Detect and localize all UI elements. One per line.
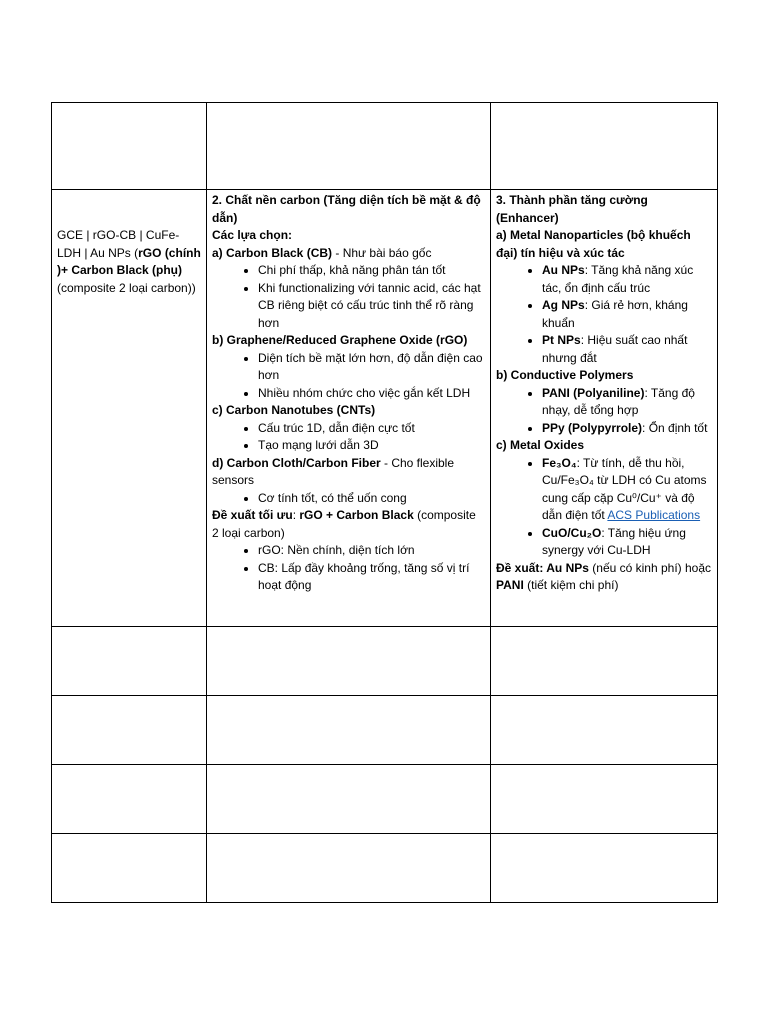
- empty-cell[interactable]: [207, 834, 491, 903]
- option-a-list: [496, 262, 712, 367]
- proposal: [212, 507, 485, 542]
- list-item: • CB: Lấp đầy khoảng trống, tăng số vị trí hoạt động: [258, 560, 485, 595]
- empty-cell[interactable]: [52, 834, 207, 903]
- empty-cell[interactable]: [491, 103, 718, 190]
- option-d-list: [212, 490, 485, 508]
- list-item: • Diện tích bề mặt lớn hơn, độ dẫn điện cao hơn: [258, 350, 485, 385]
- proposal-end: (tiết kiệm chi phí): [523, 578, 619, 592]
- list-item: [542, 525, 712, 560]
- option-b-list: [212, 350, 485, 403]
- list-item: [542, 297, 712, 332]
- item-bold: Au NPs: [542, 263, 585, 277]
- option-title: c) Carbon Nanotubes (CNTs): [212, 403, 376, 417]
- proposal-rest: (composite 2 loại carbon): [212, 508, 476, 540]
- config-prefix: GCE | rGO-CB | CuFe-LDH | Au NPs (: [57, 228, 180, 260]
- enhancer-cell[interactable]: [491, 190, 718, 627]
- section-heading: 2. Chất nền carbon (Tăng diện tích bề mặt & độ dẫn): [212, 193, 481, 225]
- item-bold: PPy (Polypyrrole): [542, 420, 643, 435]
- table-row: [52, 696, 718, 765]
- option-a: [212, 245, 485, 263]
- item-text: : Ổn định tốt: [642, 420, 708, 435]
- proposal-list: [212, 542, 485, 595]
- list-item: [542, 455, 712, 525]
- option-b-list: [496, 385, 712, 438]
- empty-cell[interactable]: [52, 627, 207, 696]
- option-desc: - Cho flexible sensors: [212, 455, 455, 487]
- proposal-bold: Au NPs: [546, 560, 589, 575]
- item-text: : Hiệu suất cao nhất nhưng đắt: [542, 333, 688, 365]
- table-row: [52, 834, 718, 903]
- proposal: [496, 560, 712, 595]
- list-item: • Khi functionalizing với tannic acid, các hạt CB riêng biệt có cấu trúc tinh thể rõ ràng hơn: [258, 280, 485, 333]
- item-text: : Từ tính, dễ thu hồi, Cu/Fe₃O₄ từ LDH có Cu atoms cung cấp cặp Cu⁰/Cu⁺ và độ dẫn điện tốt: [542, 455, 707, 522]
- item-text: : Tăng hiệu ứng synergy với Cu-LDH: [542, 525, 686, 557]
- empty-cell[interactable]: [207, 627, 491, 696]
- list-item: • Tạo mạng lưới dẫn 3D: [258, 437, 485, 455]
- empty-cell[interactable]: [491, 834, 718, 903]
- proposal-label: Đề xuất tối ưu: [212, 508, 293, 522]
- option-title: b) Conductive Polymers: [496, 368, 634, 382]
- empty-cell[interactable]: [491, 627, 718, 696]
- proposal-colon: :: [292, 508, 300, 522]
- option-d: [212, 455, 485, 490]
- option-title: a) Carbon Black (CB): [212, 245, 333, 260]
- empty-cell[interactable]: [491, 765, 718, 834]
- table-row: [52, 190, 718, 627]
- option-title: c) Metal Oxides: [496, 438, 585, 452]
- config-bold: rGO (chính )+ Carbon Black (phụ): [57, 245, 201, 277]
- item-bold: PANI (Polyaniline): [542, 385, 645, 400]
- item-bold: CuO/Cu₂O: [542, 525, 602, 540]
- list-item: • Nhiều nhóm chức cho việc gắn kết LDH: [258, 385, 485, 403]
- item-text: : Giá rẻ hơn, kháng khuẩn: [542, 298, 688, 330]
- options-label: Các lựa chọn:: [212, 228, 293, 242]
- list-item: [542, 332, 712, 367]
- item-text: : Tăng khả năng xúc tác, ổn định cấu trúc: [542, 263, 694, 295]
- proposal-bold: rGO + Carbon Black: [299, 508, 414, 522]
- option-desc: - Như bài báo gốc: [332, 245, 432, 260]
- proposal-label: Đề xuất: [496, 560, 540, 575]
- empty-cell[interactable]: [491, 696, 718, 765]
- table-row: [52, 627, 718, 696]
- empty-cell[interactable]: [207, 696, 491, 765]
- item-bold: Fe₃O₄: [542, 455, 577, 470]
- list-item: [542, 385, 712, 420]
- option-c-list: [212, 420, 485, 455]
- proposal-bold: PANI: [496, 578, 524, 592]
- item-bold: Ag NPs: [542, 298, 585, 312]
- item-text: : Tăng độ nhạy, dễ tổng hợp: [542, 385, 695, 417]
- list-item: • Cấu trúc 1D, dẫn điện cực tốt: [258, 420, 485, 438]
- section-heading: 3. Thành phần tăng cường (Enhancer): [496, 193, 648, 225]
- comparison-table: [51, 102, 718, 903]
- option-title: a) Metal Nanoparticles (bộ khuếch đại) tín hiệu và xúc tác: [496, 228, 691, 260]
- option-title: d) Carbon Cloth/Carbon Fiber: [212, 455, 381, 470]
- config-cell[interactable]: [52, 190, 207, 627]
- proposal-colon: :: [539, 560, 547, 575]
- list-item: [542, 420, 712, 438]
- empty-cell[interactable]: [52, 103, 207, 190]
- table-row: [52, 765, 718, 834]
- acs-publications-link[interactable]: ACS Publications: [607, 508, 701, 522]
- option-title: b) Graphene/Reduced Graphene Oxide (rGO): [212, 333, 468, 347]
- option-a-list: [212, 262, 485, 332]
- proposal-mid: (nếu có kinh phí) hoặc: [588, 560, 712, 575]
- empty-cell[interactable]: [207, 765, 491, 834]
- item-bold: Pt NPs: [542, 333, 581, 347]
- list-item: • Chi phí thấp, khả năng phân tán tốt: [258, 262, 485, 280]
- carbon-substrate-cell[interactable]: [207, 190, 491, 627]
- table-row: [52, 103, 718, 190]
- empty-cell[interactable]: [52, 765, 207, 834]
- list-item: [542, 262, 712, 297]
- empty-cell[interactable]: [207, 103, 491, 190]
- list-item: • Cơ tính tốt, có thể uốn cong: [258, 490, 485, 508]
- list-item: • rGO: Nền chính, diện tích lớn: [258, 542, 485, 560]
- config-suffix: (composite 2 loại carbon)): [57, 280, 196, 295]
- empty-cell[interactable]: [52, 696, 207, 765]
- option-c-list: [496, 455, 712, 560]
